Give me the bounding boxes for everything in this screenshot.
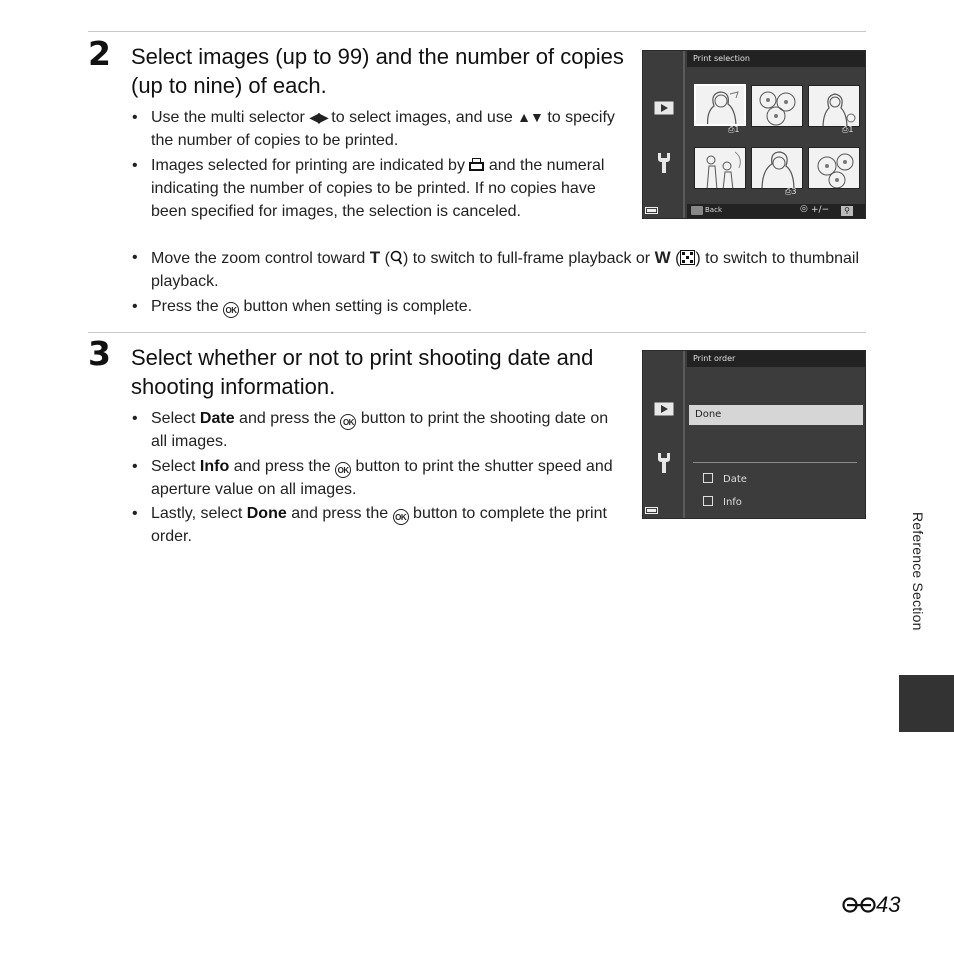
reference-section-icon (842, 896, 876, 914)
wrench-icon (656, 152, 672, 174)
thumbnail-selected[interactable] (694, 84, 746, 126)
ok-button-icon: OK (393, 509, 409, 525)
print-count-badge: ⎙1 (728, 125, 740, 134)
print-count-badge: ⎙1 (842, 125, 854, 134)
flowers-photo (752, 86, 803, 127)
thumbnail[interactable] (751, 85, 803, 127)
ok-button-icon: OK (335, 462, 351, 478)
portrait-photo (696, 86, 746, 126)
battery-icon (645, 507, 659, 514)
playback-icon (654, 402, 674, 416)
screen-title: Print order (687, 351, 865, 367)
back-label[interactable]: Back (705, 206, 722, 214)
thumbnail[interactable] (808, 147, 860, 189)
date-option-name: Date (199, 410, 235, 427)
print-selection-screen (642, 50, 866, 219)
zoom-t-label: T (369, 248, 381, 267)
portrait-photo (809, 86, 860, 127)
adjust-label: +/− (811, 205, 830, 215)
list-item: • Lastly, select Done and press the OK button to complete the print order. (131, 502, 621, 548)
ok-button-icon: OK (223, 302, 239, 318)
multi-selector-up-down-icon: ▲▼ (517, 109, 543, 125)
info-checkbox[interactable] (703, 496, 713, 506)
family-photo (695, 148, 746, 189)
battery-icon (645, 207, 659, 214)
date-checkbox[interactable] (703, 473, 713, 483)
multi-selector-left-right-icon: ◀▶ (309, 109, 327, 125)
page-number: 43 (842, 892, 900, 918)
zoom-w-label: W (654, 248, 671, 267)
instruction-list (131, 106, 621, 224)
section-label: Reference Section (910, 512, 926, 631)
step-title: Select whether or not to print shooting date and shooting information. (131, 345, 594, 399)
menu-item-date[interactable]: Date (689, 470, 863, 490)
thumbnail[interactable] (694, 147, 746, 189)
step-number: 3 (88, 334, 111, 373)
step-number: 2 (88, 34, 111, 73)
instruction-list (131, 407, 621, 550)
print-icon (469, 158, 484, 171)
list-item: • Select Info and press the OK button to print the shutter speed and aperture value on all images. (131, 455, 621, 501)
step-title: Select images (up to 99) and the number of copies (up to nine) of each. (131, 44, 624, 98)
thumbnail-grid-icon (680, 250, 695, 265)
playback-icon (654, 101, 674, 115)
print-icon: ⎙ (785, 187, 792, 196)
wrench-icon (656, 452, 672, 474)
screen-side-panel (643, 351, 685, 518)
list-item: • Press the OK button when setting is complete. (131, 295, 861, 318)
list-item: • Move the zoom control toward T ( ) to switch to full-frame playback or W ( ) to switch to thumbnail playback. (131, 246, 861, 293)
info-option-name: Info (199, 457, 230, 475)
menu-divider (693, 462, 857, 463)
screen-title: Print selection (687, 51, 865, 67)
print-count-badge: ⎙3 (785, 187, 797, 196)
done-option-name: Done (246, 505, 287, 522)
screen-bottom-bar (687, 204, 865, 218)
print-icon: ⎙ (842, 125, 849, 134)
screen-side-panel (643, 51, 685, 218)
list-item: • Images selected for printing are indicated by and the numeral indicating the number of copies to be printed. If no copies have been specified for images, the selection is canceled. (131, 154, 621, 223)
section-divider-middle (88, 332, 866, 333)
section-divider-top (88, 31, 866, 32)
zoom-icon: ⚲ (841, 206, 853, 216)
portrait-photo (752, 148, 803, 189)
menu-item-done[interactable]: Done (689, 405, 863, 425)
menu-item-info[interactable]: Info (689, 493, 863, 513)
print-icon: ⎙ (728, 125, 735, 134)
list-item: • Select Date and press the OK button to print the shooting date on all images. (131, 407, 621, 453)
list-item: • Use the multi selector ◀▶ to select images, and use ▲▼ to specify the number of copies to be printed. (131, 106, 621, 152)
print-order-screen (642, 350, 866, 519)
menu-button-icon (691, 206, 703, 215)
magnify-icon (390, 250, 403, 265)
thumbnail[interactable] (751, 147, 803, 189)
ok-button-icon: OK (340, 414, 356, 430)
multi-selector-icon: ◎ (800, 204, 808, 214)
thumbnail[interactable] (808, 85, 860, 127)
instruction-list-wide (131, 246, 861, 319)
section-tab (899, 675, 954, 732)
flowers-photo (809, 148, 860, 189)
